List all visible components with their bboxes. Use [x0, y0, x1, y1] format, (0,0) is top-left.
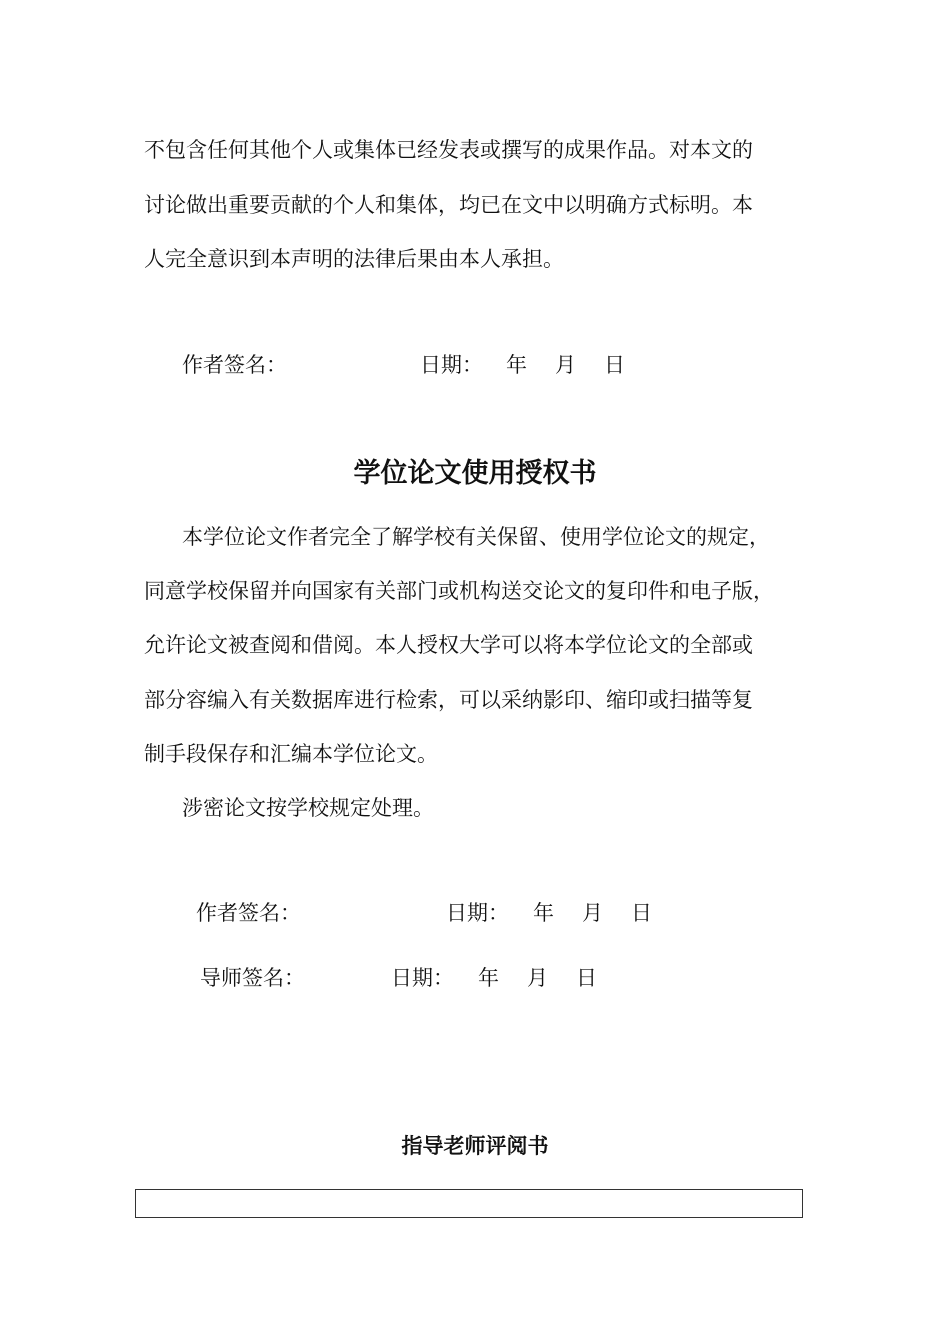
date-year: 年 [533, 901, 554, 925]
authorization-line-2: 同意学校保留并向国家有关部门或机构送交论文的复印件和电子版， [144, 579, 774, 603]
secret-note: 涉密论文按学校规定处理。 [182, 796, 434, 820]
date-day: 日 [631, 901, 652, 925]
statement-line-1: 不包含任何其他个人或集体已经发表或撰写的成果作品。对本文的 [144, 138, 753, 162]
authorization-line-4: 部分容编入有关数据库进行检索，可以采纳影印、缩印或扫描等复 [144, 688, 753, 712]
authorization-title: 学位论文使用授权书 [353, 458, 597, 489]
authorization-line-5: 制手段保存和汇编本学位论文。 [144, 742, 438, 766]
date-label: 日期： [391, 966, 454, 990]
date-year: 年 [506, 353, 527, 377]
review-title: 指导老师评阅书 [401, 1134, 549, 1158]
date-day: 日 [604, 353, 625, 377]
advisor-signature-label: 导师签名： [200, 966, 305, 990]
author-signature-label: 作者签名： [182, 353, 287, 377]
review-table [135, 1189, 803, 1218]
date-label: 日期： [446, 901, 509, 925]
date-month: 月 [527, 966, 548, 990]
date-day: 日 [576, 966, 597, 990]
authorization-line-3: 允许论文被查阅和借阅。本人授权大学可以将本学位论文的全部或 [144, 633, 753, 657]
date-month: 月 [555, 353, 576, 377]
statement-line-2: 讨论做出重要贡献的个人和集体，均已在文中以明确方式标明。本 [144, 193, 753, 217]
date-month: 月 [582, 901, 603, 925]
author-signature-label: 作者签名： [196, 901, 301, 925]
statement-line-3: 人完全意识到本声明的法律后果由本人承担。 [144, 247, 564, 271]
date-label: 日期： [420, 353, 483, 377]
authorization-line-1: 本学位论文作者完全了解学校有关保留、使用学位论文的规定， [182, 525, 770, 549]
date-year: 年 [478, 966, 499, 990]
